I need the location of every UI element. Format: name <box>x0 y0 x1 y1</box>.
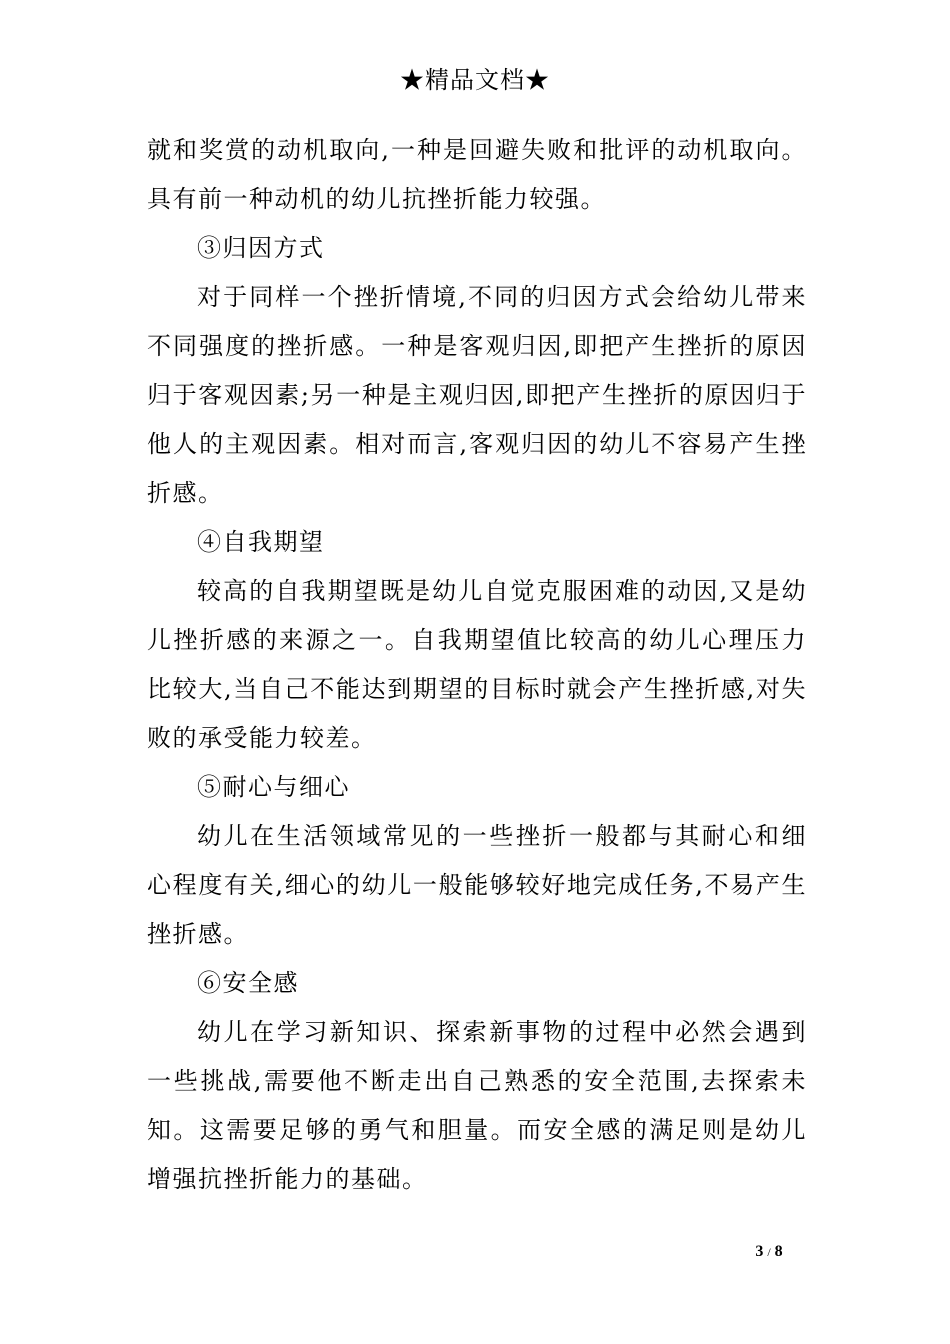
document-body <box>147 126 807 1204</box>
section-heading-sense-of-security: ⑥安全感 <box>197 969 299 997</box>
section-heading-patience-carefulness: ⑤耐心与细心 <box>197 773 350 801</box>
paragraph-continuation: 就和奖赏的动机取向,一种是回避失败和批评的动机取向。具有前一种动机的幼儿抗挫折能力较强。 <box>147 136 807 213</box>
paragraph-patience-carefulness: 幼儿在生活领域常见的一些挫折一般都与其耐心和细心程度有关,细心的幼儿一般能够较好地完成任务,不易产生挫折感。 <box>147 822 807 948</box>
page-number-total: 8 <box>774 1243 783 1260</box>
paragraph-self-expectation: 较高的自我期望既是幼儿自觉克服困难的动因,又是幼儿挫折感的来源之一。自我期望值比较高的幼儿心理压力比较大,当自己不能达到期望的目标时就会产生挫折感,对失败的承受能力较差。 <box>147 577 807 752</box>
paragraph-attribution-style: 对于同样一个挫折情境,不同的归因方式会给幼儿带来不同强度的挫折感。一种是客观归因,即把产生挫折的原因归于客观因素;另一种是主观归因,即把产生挫折的原因归于他人的主观因素。相对而言,客观归因的幼儿不容易产生挫折感。 <box>147 283 807 507</box>
section-heading-attribution-style: ③归因方式 <box>197 234 325 262</box>
page-number <box>734 1242 804 1262</box>
page-number-separator: / <box>767 1245 771 1259</box>
paragraph-sense-of-security: 幼儿在学习新知识、探索新事物的过程中必然会遇到一些挑战,需要他不断走出自己熟悉的安全范围,去探索未知。这需要足够的勇气和胆量。而安全感的满足则是幼儿增强抗挫折能力的基础。 <box>147 1018 807 1193</box>
page-number-current: 3 <box>755 1243 764 1260</box>
page-header-title: ★精品文档★ <box>400 66 550 94</box>
section-heading-self-expectation: ④自我期望 <box>197 528 325 556</box>
